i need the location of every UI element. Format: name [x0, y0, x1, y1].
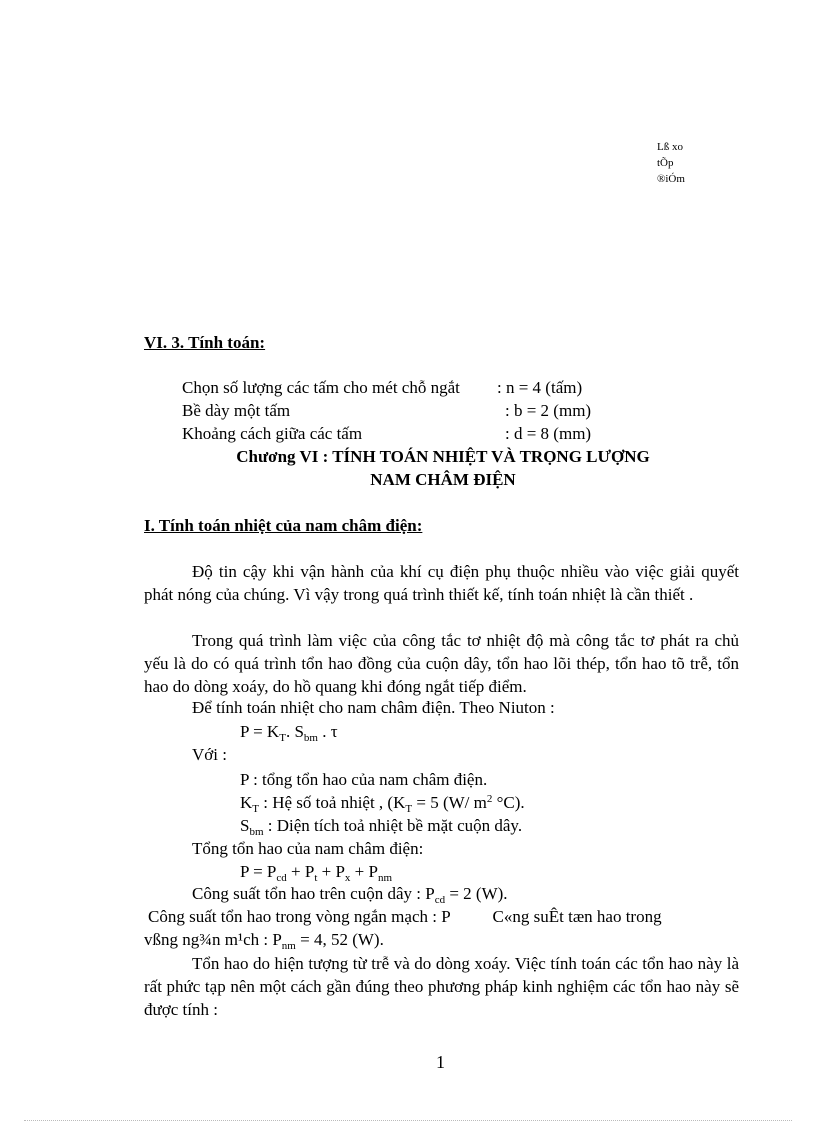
- kt-unit: °C).: [496, 793, 525, 812]
- formula-heat-lhs: P = K: [240, 722, 280, 741]
- coil-loss-sub: cd: [434, 894, 446, 906]
- param-value-count: : n = 4 (tấm): [497, 378, 583, 397]
- paragraph-hysteresis: [144, 952, 739, 1021]
- coil-loss: [192, 884, 508, 904]
- short-ring-value: [144, 930, 384, 950]
- definition-sbm: [240, 816, 522, 836]
- formula-heat: [240, 722, 338, 742]
- coil-loss-text: Công suất tổn hao trên cuộn dây : P: [192, 884, 435, 903]
- f2-d: + P: [354, 862, 378, 881]
- page-bottom-divider: [24, 1120, 792, 1121]
- chapter-title-line1: Chương VI : TÍNH TOÁN NHIỆT VÀ TRỌNG LƯỢNG: [236, 447, 650, 466]
- section-heading-vi3: VI. 3. Tính toán:: [144, 333, 266, 352]
- sbm-sub: bm: [249, 826, 264, 838]
- paragraph-hysteresis-text: Tổn hao do hiện tượng từ trễ và do dòng xoáy. Việc tính toán các tổn hao này là rất phức tạp nên một cách gần đúng theo phương pháp kinh nghiệm các tổn hao này sẽ được tính :: [144, 954, 739, 1019]
- paragraph-losses: [144, 629, 739, 698]
- formula-heat-sub-bm: bm: [303, 732, 318, 744]
- kt-desc-sub: T: [405, 803, 413, 815]
- coil-loss-value: = 2 (W).: [449, 884, 508, 903]
- paragraph-losses-text: Trong quá trình làm việc của công tắc tơ nhiệt độ mà công tắc tơ phát ra chủ yếu là do có quá trình tổn hao đồng của cuộn dây, tổn hao lõi thép, tổn hao tõ trễ, tổn hao do dòng xoáy, do hồ quang khi đóng ngắt tiếp điểm.: [144, 631, 739, 696]
- chapter-title-line2: NAM CHÂM ĐIỆN: [370, 470, 516, 489]
- kt-sub: T: [252, 803, 260, 815]
- newton-intro: Để tính toán nhiệt cho nam châm điện. Theo Niuton :: [192, 698, 555, 717]
- short-ring-sub: nm: [281, 940, 296, 952]
- f2-s1: cd: [276, 872, 287, 884]
- paragraph-reliability-text: Độ tin cậy khi vận hành của khí cụ điện phụ thuộc nhiều vào việc giải quyết phát nóng của chúng. Vì vậy trong quá trình thiết kế, tính toán nhiệt là cần thiết .: [144, 562, 739, 604]
- f2-b: + P: [291, 862, 315, 881]
- short-ring-number: = 4, 52 (W).: [300, 930, 384, 949]
- f2-s2: t: [314, 872, 318, 884]
- kt-value-sup: 2: [486, 793, 493, 805]
- figure-label-spring: Lß xo: [657, 141, 683, 153]
- formula-heat-mid: . S: [285, 722, 304, 741]
- f2-a: P = P: [240, 862, 277, 881]
- param-label-count: Chọn số lượng các tấm cho mét chỗ ngắt: [182, 378, 460, 397]
- param-label-spacing: Khoảng cách giữa các tấm: [182, 424, 363, 443]
- formula-heat-rhs: . τ: [322, 722, 338, 741]
- definition-p: P : tổng tổn hao của nam châm điện.: [240, 770, 488, 789]
- figure-label-contact-plate: tÕp: [657, 157, 674, 169]
- with-label: Với :: [192, 745, 227, 764]
- total-loss-intro: Tổng tổn hao của nam châm điện:: [192, 839, 424, 858]
- paragraph-reliability: [144, 560, 739, 606]
- figure-label-point: ®iÓm: [657, 173, 685, 185]
- short-ring-line: Công suất tổn hao trong vòng ngắn mạch : P C«ng suÊt tæn hao trong: [148, 907, 662, 926]
- short-ring-text: vßng ng¾n m¹ch : P: [144, 930, 282, 949]
- param-label-thickness: Bề dày một tấm: [182, 401, 291, 420]
- definition-kt: [240, 793, 525, 813]
- kt-value: = 5 (W/ m: [416, 793, 487, 812]
- sbm-symbol: S: [240, 816, 250, 835]
- page-number: 1: [436, 1052, 445, 1072]
- formula-heat-sub-t: T: [279, 732, 286, 744]
- kt-desc: : Hệ số toả nhiệt , (K: [263, 793, 406, 812]
- formula-total-loss: [240, 862, 392, 882]
- f2-s3: x: [344, 872, 351, 884]
- sbm-desc: : Diện tích toả nhiệt bề mặt cuộn dây.: [267, 816, 523, 835]
- section-heading-i: I. Tính toán nhiệt của nam châm điện:: [144, 516, 423, 535]
- param-value-spacing: : d = 8 (mm): [505, 424, 592, 443]
- f2-s4: nm: [377, 872, 393, 884]
- kt-symbol: K: [240, 793, 253, 812]
- param-value-thickness: : b = 2 (mm): [505, 401, 592, 420]
- f2-c: + P: [321, 862, 345, 881]
